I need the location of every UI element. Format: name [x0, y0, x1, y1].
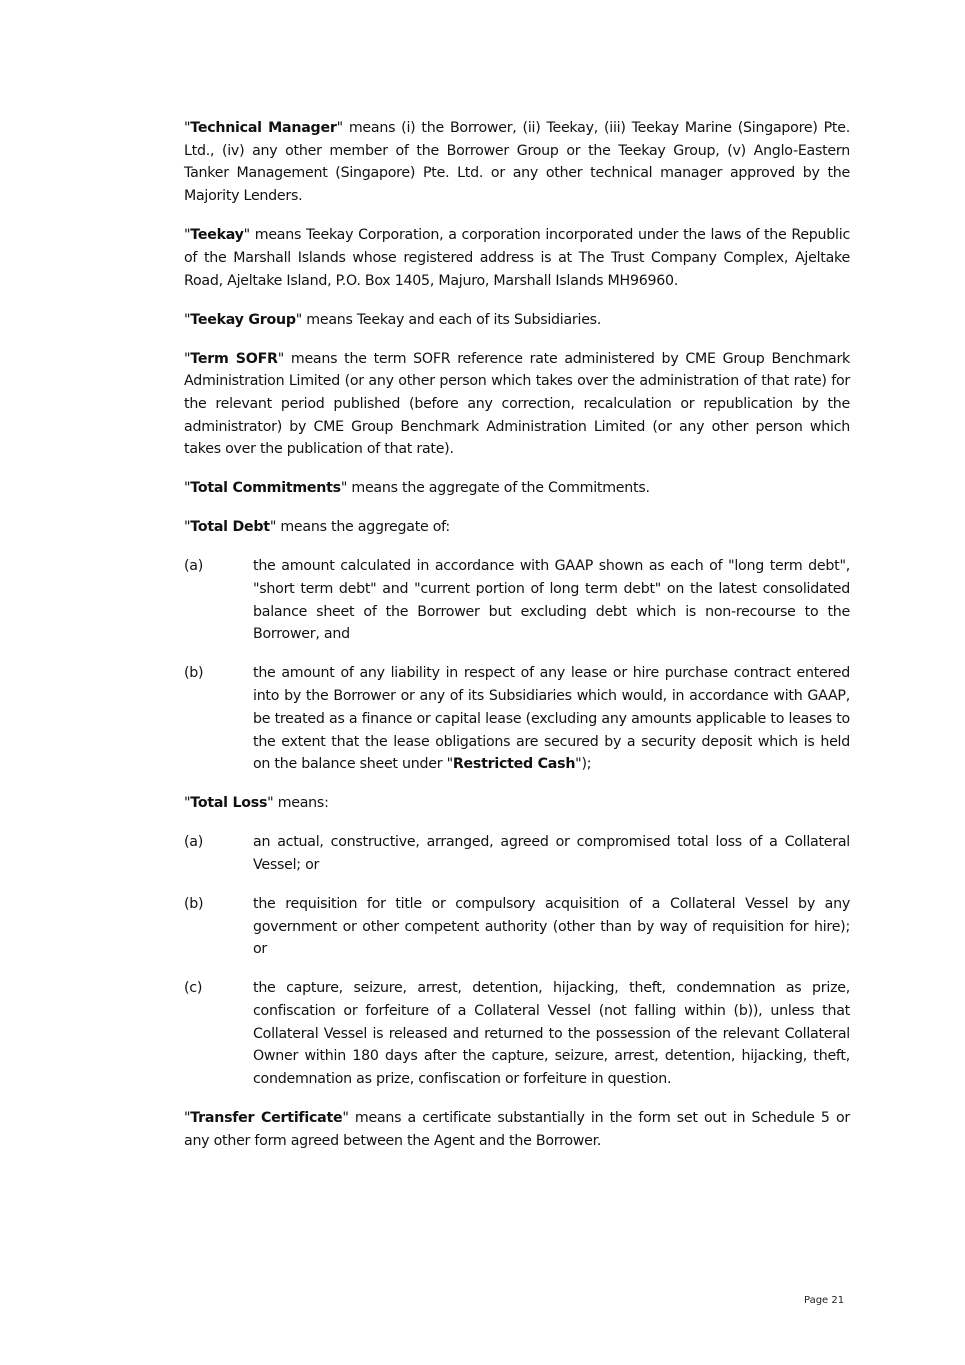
- list-item-text: [253, 555, 850, 646]
- defined-term: Restricted Cash: [452, 756, 576, 773]
- text-segment: the amount of any liability in respect of any lease or hire purchase contract entered into by the Borrower or any of its Subsidiaries which would, in accordance with GAAP, be treated as a finance or capital lease (excluding any amounts applicable to leases to the extent that the lease obligations are secured by a security deposit which is held on the balance sheet under ": [253, 665, 850, 773]
- defined-term: Total Debt: [190, 519, 270, 536]
- list-item-label: (b): [184, 665, 204, 682]
- text-segment: ": [184, 227, 191, 244]
- definition-paragraph: [184, 516, 850, 539]
- list-item-text: [253, 831, 850, 876]
- definition-paragraph: [184, 117, 850, 208]
- text-segment: an actual, constructive, arranged, agreed or compromised total loss of a Collateral Vessel; or: [253, 834, 850, 873]
- list-item-text: [253, 662, 850, 776]
- text-segment: ": [184, 519, 191, 536]
- defined-term: Transfer Certificate: [190, 1110, 343, 1127]
- page-number: Page 21: [804, 1295, 845, 1306]
- defined-term: Teekay: [190, 227, 244, 244]
- list-item-text: [253, 893, 850, 961]
- text-segment: " means the aggregate of:: [269, 519, 450, 536]
- text-segment: " means Teekay Corporation, a corporation incorporated under the laws of the Republic of the Marshall Islands whose registered address is at The Trust Company Complex, Ajeltake Road, Ajeltake Island, P.O. Box 1405, Majuro, Marshall Islands MH96960.: [184, 227, 850, 289]
- definitions-section: [184, 117, 850, 1169]
- text-segment: " means a certificate substantially in the form set out in Schedule 5 or any other form agreed between the Agent and the Borrower.: [184, 1110, 850, 1149]
- text-segment: ": [184, 795, 191, 812]
- text-segment: ": [184, 480, 191, 497]
- text-segment: " means (i) the Borrower, (ii) Teekay, (iii) Teekay Marine (Singapore) Pte. Ltd., (iv) any other member of the Borrower Group or the Teekay Group, (v) Anglo-Eastern Tanker Management (Singapore) Pte. Ltd. or any other technical manager approved by the Majority Lenders.: [184, 120, 850, 205]
- defined-term: Technical Manager: [190, 120, 337, 136]
- defined-term: Total Commitments: [190, 480, 341, 497]
- list-item-label: (a): [184, 834, 204, 851]
- list-item-label: (a): [184, 558, 204, 575]
- list-item: [184, 831, 850, 876]
- text-segment: the capture, seizure, arrest, detention, hijacking, theft, condemnation as prize, confiscation or forfeiture of a Collateral Vessel (not falling within (b)), unless that Collateral Vessel is released and returned to the possession of the relevant Collateral Owner within 180 days after the capture, seizure, arrest, detention, hijacking, theft, condemnation as prize, confiscation or forfeiture in question.: [253, 980, 850, 1088]
- list-item: [184, 555, 850, 646]
- text-segment: " means Teekay and each of its Subsidiaries.: [295, 311, 602, 328]
- defined-term: Teekay Group: [190, 311, 296, 328]
- text-segment: the requisition for title or compulsory acquisition of a Collateral Vessel by any government or other competent authority (other than by way of requisition for hire); or: [253, 895, 850, 958]
- text-segment: ": [184, 1110, 191, 1127]
- definition-paragraph: [184, 309, 850, 332]
- text-segment: ": [184, 350, 191, 367]
- definition-paragraph: [184, 348, 850, 462]
- text-segment: the amount calculated in accordance with GAAP shown as each of "long term debt", "short term debt" and "current portion of long term debt" on the latest consolidated balance sheet of the Borrower but excluding debt which is non-recourse to the Borrower, and: [253, 558, 850, 643]
- definition-paragraph: [184, 224, 850, 292]
- text-segment: ": [184, 120, 191, 136]
- text-segment: ": [184, 311, 191, 328]
- text-segment: ");: [575, 756, 592, 773]
- text-segment: " means the term SOFR reference rate administered by CME Group Benchmark Administration Limited (or any other person which takes over the administration of that rate) for the relevant period published (before any correction, recalculation or republication by the administrator) by CME Group Benchmark Administration Limited (or any other person which takes over the publication of that rate).: [184, 350, 851, 458]
- defined-term: Term SOFR: [190, 350, 278, 367]
- text-segment: " means the aggregate of the Commitments.: [340, 480, 650, 497]
- definition-paragraph: [184, 477, 850, 500]
- list-item: [184, 662, 850, 776]
- definition-paragraph: [184, 1107, 850, 1152]
- definition-paragraph: [184, 792, 850, 815]
- list-item: [184, 977, 850, 1091]
- list-item-label: (c): [184, 980, 203, 997]
- defined-term: Total Loss: [190, 795, 268, 812]
- text-segment: " means:: [267, 795, 329, 812]
- list-item-label: (b): [184, 895, 204, 912]
- list-item: [184, 893, 850, 961]
- list-item-text: [253, 977, 850, 1091]
